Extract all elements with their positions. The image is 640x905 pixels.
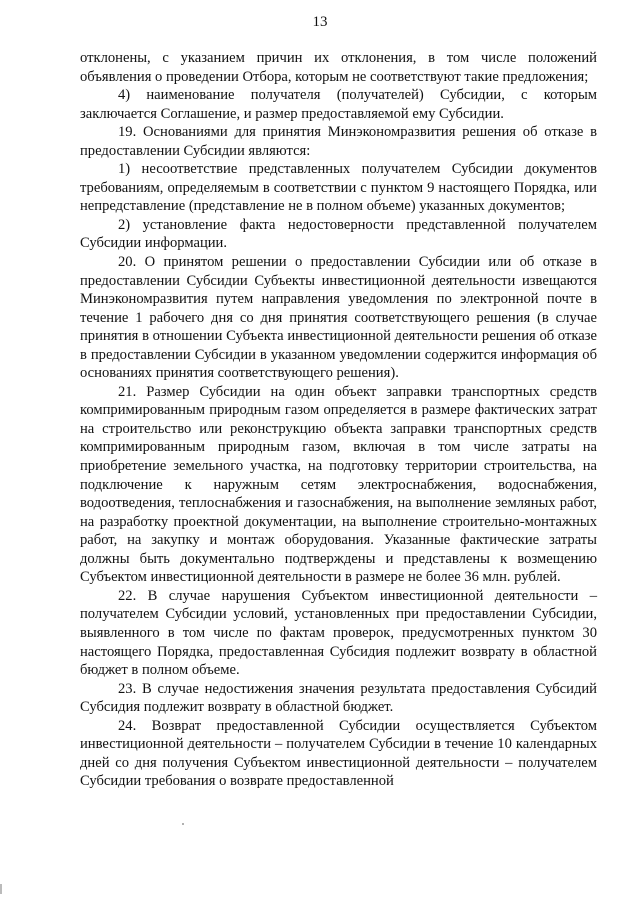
paragraph-22: 22. В случае нарушения Субъектом инвестиционной деятельности – получателем Субсидии условий, установленных при предоставлении Субсидии, выявленного в том числе по фактам проверок, предусмотренных пунктом 30 настоящего Порядка, предоставленная Субсидия подлежит возврату в областной бюджет в полном объеме. [80, 587, 597, 679]
document-body [80, 49, 597, 791]
paragraph-item-4: 4) наименование получателя (получателей) Субсидии, с которым заключается Соглашение, и размер предоставляемой ему Субсидии. [80, 87, 597, 122]
paragraph-21: 21. Размер Субсидии на один объект заправки транспортных средств компримированным природным газом определяется в размере фактических затрат на строительство или реконструкцию объекта заправки транспортных средств компримированным природным газом, включая в том числе затраты на приобретение земельного участка, на подготовку территории строительства, на подключение к наружным сетям электроснабжения, водоснабжения, водоотведения, теплоснабжения и газоснабжения, на выполнение земляных работ, на разработку проектной документации, на выполнение строительно-монтажных работ, на закупку и монтаж оборудования. Указанные фактические затраты должны быть документально подтверждены и представлены к возмещению Субъектом инвестиционной деятельности в размере не более 36 млн. рублей. [80, 383, 597, 586]
scan-speck [182, 823, 184, 825]
paragraph-24: 24. Возврат предоставленной Субсидии осуществляется Субъектом инвестиционной деятельности – получателем Субсидии в течение 10 календарных дней со дня получения Субъектом инвестиционной деятельности – получателем Субсидии требования о возврате предоставленной [80, 717, 597, 790]
paragraph-23: 23. В случае недостижения значения результата предоставления Субсидий Субсидия подлежит возврату в областной бюджет. [80, 680, 597, 716]
page-number: 13 [312, 14, 328, 30]
paragraph-continuation: отклонены, с указанием причин их отклонения, в том числе положений объявления о проведении Отбора, которым не соответствуют такие предложения; [80, 50, 597, 85]
scan-edge-mark [0, 884, 2, 894]
paragraph-20: 20. О принятом решении о предоставлении Субсидии или об отказе в предоставлении Субсидии Субъекты инвестиционной деятельности извещаются Минэкономразвития путем направления уведомления по электронной почте в течение 1 рабочего дня со дня принятия соответствующего решения (в случае принятия в отношении Субъекта инвестиционной деятельности решения об отказе в предоставлении Субсидии в указанном уведомлении содержится информация об основаниях принятия соответствующего решения). [80, 254, 597, 382]
paragraph-19-item-1: 1) несоответствие представленных получателем Субсидии документов требованиям, определяемым в соответствии с пунктом 9 настоящего Порядка, или непредставление (представление не в полном объеме) указанных документов; [80, 161, 597, 215]
paragraph-19-item-2: 2) установление факта недостоверности представленной получателем Субсидии информации. [80, 216, 597, 252]
paragraph-19: 19. Основаниями для принятия Минэкономразвития решения об отказе в предоставлении Субсидии являются: [80, 124, 597, 159]
